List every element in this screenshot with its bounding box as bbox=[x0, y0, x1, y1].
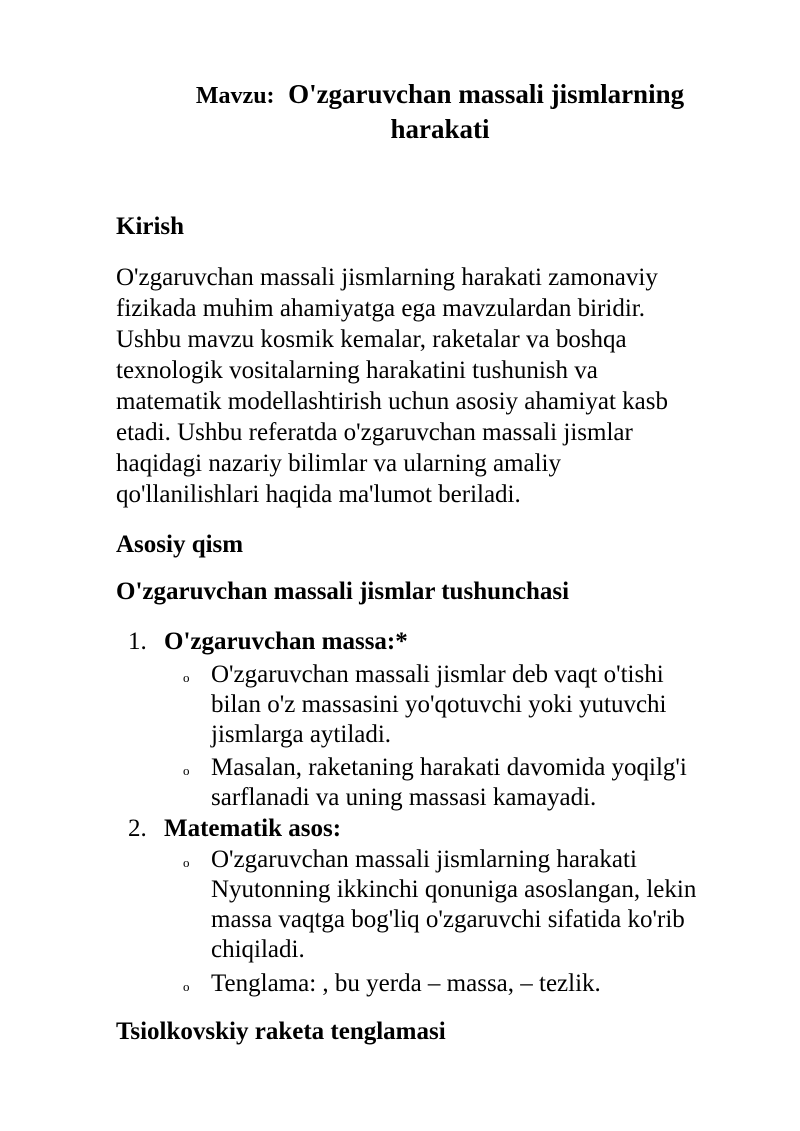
document-title bbox=[160, 78, 720, 146]
intro-heading: Kirish bbox=[116, 213, 185, 240]
intro-line: qo'llanilishlari haqida ma'lumot beriladi. bbox=[116, 481, 521, 508]
bullet-line: O'zgaruvchan massali jismlar deb vaqt o'tishi bbox=[211, 661, 664, 688]
tsiolkovsky-heading: Tsiolkovskiy raketa tenglamasi bbox=[116, 1018, 446, 1045]
bullet-line: bilan o'z massasini yo'qotuvchi yoki yutuvchi bbox=[211, 691, 667, 718]
bullet-line: Masalan, raketaning harakati davomida yoqilg'i bbox=[211, 754, 687, 781]
title-line-1: O'zgaruvchan massali jismlarning bbox=[288, 79, 685, 109]
circle-bullet-icon: o bbox=[183, 670, 190, 685]
title-prefix: Mavzu: bbox=[195, 83, 275, 109]
bullet-line: O'zgaruvchan massali jismlarning harakati bbox=[211, 846, 637, 873]
title-line-2: harakati bbox=[390, 114, 490, 144]
bullet-line: massa vaqtga bog'liq o'zgaruvchi sifatida ko'rib bbox=[211, 906, 685, 933]
bullet-line: chiqiladi. bbox=[211, 936, 305, 963]
intro-line: matematik modellashtirish uchun asosiy ahamiyat kasb bbox=[116, 388, 668, 415]
circle-bullet-icon: o bbox=[183, 763, 190, 778]
intro-line: Ushbu mavzu kosmik kemalar, raketalar va boshqa bbox=[116, 326, 627, 353]
numbered-item-2 bbox=[128, 814, 341, 844]
concept-heading: O'zgaruvchan massali jismlar tushunchasi bbox=[116, 578, 570, 605]
intro-paragraph bbox=[116, 262, 716, 510]
bullet-line: jismlarga aytiladi. bbox=[211, 721, 392, 748]
bullet-line: Nyutonning ikkinchi qonuniga asoslangan, lekin bbox=[211, 876, 697, 903]
intro-line: haqidagi nazariy bilimlar va ularning amaliy bbox=[116, 450, 561, 477]
item-label: Matematik asos: bbox=[164, 815, 342, 842]
intro-line: O'zgaruvchan massali jismlarning harakati zamonaviy bbox=[116, 264, 658, 291]
bullet-line: sarflanadi va uning massasi kamayadi. bbox=[211, 784, 597, 811]
item-number: 2. bbox=[128, 815, 147, 842]
numbered-item-1 bbox=[128, 627, 408, 657]
main-heading: Asosiy qism bbox=[116, 531, 244, 558]
circle-bullet-icon: o bbox=[183, 855, 190, 870]
circle-bullet-icon: o bbox=[183, 979, 190, 994]
intro-line: texnologik vositalarning harakatini tushunish va bbox=[116, 357, 598, 384]
item-number: 1. bbox=[128, 628, 147, 655]
intro-line: etadi. Ushbu referatda o'zgaruvchan massali jismlar bbox=[116, 419, 633, 446]
bullet-line: Tenglama: , bu yerda – massa, – tezlik. bbox=[211, 970, 601, 997]
intro-line: fizikada muhim ahamiyatga ega mavzulardan biridir. bbox=[116, 295, 645, 322]
item-label: O'zgaruvchan massa:* bbox=[164, 628, 408, 655]
